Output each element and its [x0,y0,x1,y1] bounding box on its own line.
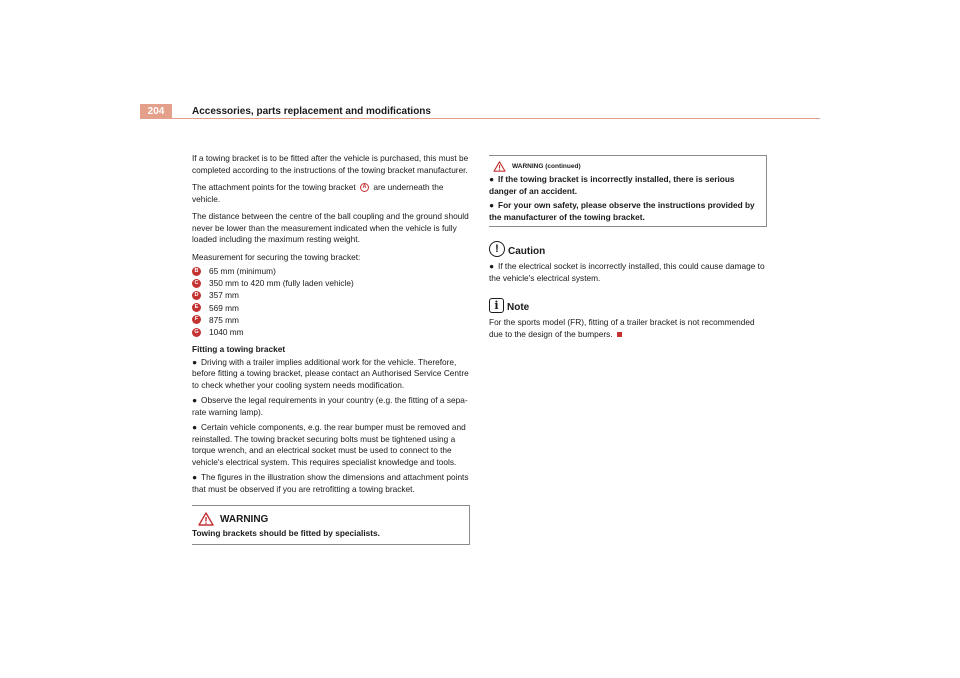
caution-text: If the electrical socket is incorrectly installed, this could cause damage to the vehicle's electrical system. [489,261,765,283]
bullet-icon: ● [192,356,198,367]
note-heading [489,298,766,313]
measurement-value: 357 mm [209,290,239,301]
bullet-icon: ● [192,395,198,406]
warning-title: WARNING [220,513,269,525]
callout-b-badge: B [192,267,201,276]
warning-continued-header [489,158,762,174]
attachment-text-post: are underneath the vehicle. [192,182,444,204]
note-paragraph [489,317,766,340]
bullet-item [192,422,469,468]
warning-bullet-text: For your own safety, please observe the instructions provided by the manufacturer of the towing bracket. [489,200,755,222]
measurement-value: 875 mm [209,314,239,325]
end-of-section-icon [617,332,622,337]
measurement-item [192,289,469,301]
measurement-intro: Measurement for securing the towing bracket: [192,251,361,262]
bullet-text: Driving with a trailer implies additional work for the vehicle. Therefore, before fitting a towing bracket, please contact an Authorised Service Centre to check whether your cooling system needs modification. [192,356,469,390]
note-info-icon: i [489,298,504,313]
bullet-icon: ● [489,261,495,271]
intro-paragraph: If a towing bracket is to be fitted after the vehicle is purchased, this must be completed according to the instructions of the towing bracket manufacturer. [192,153,469,175]
note-text: For the sports model (FR), fitting of a trailer bracket is not recommended due to the design of the bumpers. [489,317,755,339]
callout-g-badge: G [192,328,201,337]
fitting-heading: Fitting a towing bracket [192,344,286,355]
measurement-list [192,265,469,338]
warning-continued-box [489,155,767,227]
page-number: 204 [140,104,172,119]
bullet-item [192,395,469,418]
measurement-item [192,326,469,338]
warning-triangle-icon [493,161,506,172]
bullet-icon: ● [192,422,198,433]
callout-c-badge: C [192,279,201,288]
bullet-icon: ● [192,472,198,483]
callout-d-badge: D [192,291,201,300]
caution-title: Caution [508,246,546,257]
measurement-item [192,302,469,314]
distance-paragraph: The distance between the centre of the ball coupling and the ground should never be lower than the measurement indicated when the vehicle is fully loaded including the maximum resting weight. [192,211,469,244]
right-column [489,155,766,346]
warning-box [192,505,470,545]
measurement-item [192,314,469,326]
measurement-value: 1040 mm [209,327,244,338]
caution-exclamation-icon: ! [489,241,505,257]
note-title: Note [507,302,530,313]
caution-heading [489,241,766,257]
warning-continued-title: WARNING (continued) [512,162,581,170]
bullet-icon: ● [489,200,495,210]
warning-body: Towing brackets should be fitted by specialists. [192,528,380,539]
warning-bullet [489,174,762,197]
left-column [192,153,469,545]
warning-header [192,510,465,528]
bullet-item [192,472,469,495]
warning-bullet-text: If the towing bracket is incorrectly installed, there is serious danger of an accident. [489,174,735,196]
bullet-icon: ● [489,174,495,184]
callout-f-badge: F [192,315,201,324]
measurement-value: 569 mm [209,302,239,313]
warning-bullet [489,200,762,223]
page-title: Accessories, parts replacement and modifications [192,106,431,117]
bullet-text: The figures in the illustration show the dimensions and attachment points that must be observed if you are retrofitting a towing bracket. [192,472,469,494]
bullet-text: Observe the legal requirements in your country (e.g. the fitting of a sepa-rate warning lamp). [192,395,468,417]
bullet-item [192,357,469,392]
attachment-paragraph [192,182,469,205]
bullet-text: Certain vehicle components, e.g. the rear bumper must be removed and reinstalled. The towing bracket securing bolts must be tightened using a torque wrench, and an electrical socket must be used to connect to the vehicle's electrical system. This requires specialist knowledge and tools. [192,422,466,467]
measurement-item [192,277,469,289]
measurement-value: 350 mm to 420 mm (fully laden vehicle) [209,278,354,289]
measurement-value: 65 mm (minimum) [209,266,276,277]
callout-a-badge: A [360,183,369,192]
warning-triangle-icon [198,512,214,526]
header-rule [172,118,820,119]
measurement-item [192,265,469,277]
caution-bullet [489,261,766,284]
callout-e-badge: E [192,303,201,312]
attachment-text-pre: The attachment points for the towing bracket [192,182,356,192]
